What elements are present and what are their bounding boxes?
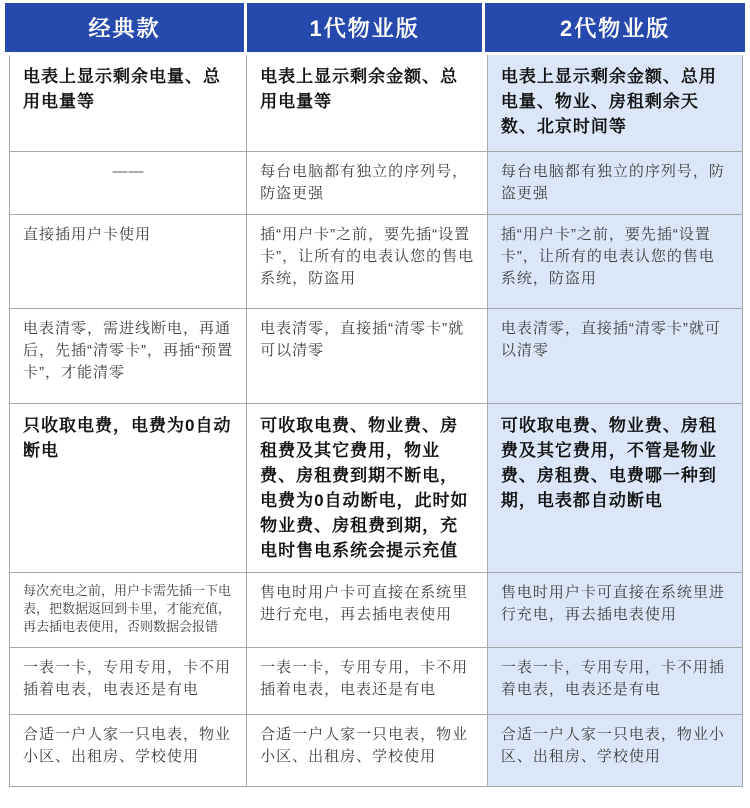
table-cell: 电表上显示剩余金额、总用电量、物业、房租剩余天数、北京时间等 xyxy=(487,55,743,151)
table-cell: 每台电脑都有独立的序列号，防盗更强 xyxy=(487,152,743,214)
table-cell-empty-dash: —— xyxy=(9,152,246,214)
table-cell: 合适一户人家一只电表，物业小区、出租房、学校使用 xyxy=(246,715,487,786)
table-row-one-meter-one-card xyxy=(9,648,743,715)
table-cell: 只收取电费，电费为0自动断电 xyxy=(9,404,246,572)
table-cell: 售电时用户卡可直接在系统里进行充电，再去插电表使用 xyxy=(246,573,487,647)
table-cell: 直接插用户卡使用 xyxy=(9,215,246,308)
table-row-display-features xyxy=(9,55,743,152)
table-cell: 电表上显示剩余电量、总用电量等 xyxy=(9,55,246,151)
table-row-fee-collection xyxy=(9,404,743,573)
table-cell: 电表清零，直接插“清零卡”就可以清零 xyxy=(487,309,743,403)
table-cell: 电表清零，直接插“清零卡”就可以清零 xyxy=(246,309,487,403)
table-cell: 可收取电费、物业费、房租费及其它费用，不管是物业费、房租费、电费哪一种到期，电表都自动断电 xyxy=(487,404,743,572)
table-row-serial-number xyxy=(9,152,743,215)
table-row-suitable-scenarios xyxy=(9,715,743,787)
table-header-row xyxy=(5,3,745,52)
table-cell: 合适一户人家一只电表，物业小区、出租房、学校使用 xyxy=(9,715,246,786)
table-cell: 合适一户人家一只电表，物业小区、出租房、学校使用 xyxy=(487,715,743,786)
table-cell: 电表清零，需进线断电，再通后，先插“清零卡”，再插“预置卡”，才能清零 xyxy=(9,309,246,403)
table-cell: 每台电脑都有独立的序列号，防盗更强 xyxy=(246,152,487,214)
table-cell: 一表一卡，专用专用，卡不用插着电表，电表还是有电 xyxy=(246,648,487,714)
header-classic-edition: 经典款 xyxy=(5,3,244,52)
table-row-meter-reset xyxy=(9,309,743,404)
table-cell: 一表一卡，专用专用，卡不用插着电表，电表还是有电 xyxy=(487,648,743,714)
table-cell: 一表一卡，专用专用，卡不用插着电表，电表还是有电 xyxy=(9,648,246,714)
header-gen2-property-edition: 2代物业版 xyxy=(485,3,745,52)
table-cell: 插“用户卡”之前，要先插“设置卡”，让所有的电表认您的售电系统，防盗用 xyxy=(487,215,743,308)
table-cell: 电表上显示剩余金额、总用电量等 xyxy=(246,55,487,151)
table-row-user-card xyxy=(9,215,743,309)
table-cell: 每次充电之前，用户卡需先插一下电表，把数据返回到卡里，才能充值，再去插电表使用，否则数据会报错 xyxy=(9,573,246,647)
table-row-recharge-process xyxy=(9,573,743,648)
table-cell: 插“用户卡”之前，要先插“设置卡”，让所有的电表认您的售电系统，防盗用 xyxy=(246,215,487,308)
table-cell: 可收取电费、物业费、房租费及其它费用，物业费、房租费到期不断电，电费为0自动断电，此时如物业费、房租费到期，充电时售电系统会提示充值 xyxy=(246,404,487,572)
header-gen1-property-edition: 1代物业版 xyxy=(247,3,482,52)
table-cell: 售电时用户卡可直接在系统里进行充电，再去插电表使用 xyxy=(487,573,743,647)
table-body xyxy=(9,55,743,787)
